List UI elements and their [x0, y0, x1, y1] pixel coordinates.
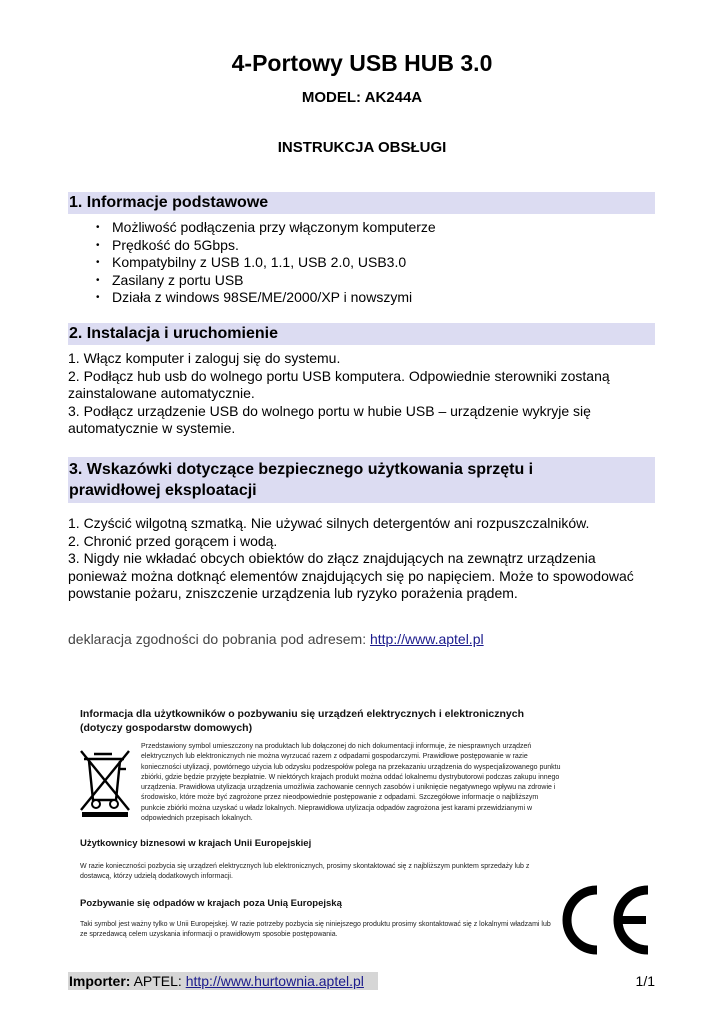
list-item	[92, 219, 436, 237]
list-item	[92, 272, 436, 290]
bullet-icon: •	[96, 257, 100, 269]
list-item-text: Możliwość podłączenia przy włączonym komputerze	[112, 219, 436, 235]
list-item-text: Kompatybilny z USB 1.0, 1.1, USB 2.0, USB3.0	[112, 254, 407, 271]
declaration-text: deklaracja zgodności do pobrania pod adresem:	[68, 631, 370, 647]
non-eu-text: Taki symbol jest ważny tylko w Unii Europejskej. W razie potrzeby pozbycia się niniejszego produktu prosimy skontaktować się z lokalnymi władzami lub ze sprzedawcą celem uzyskania informacji o prawidłowym sposobie postępowania.	[80, 921, 551, 939]
importer-link[interactable]: http://www.hurtownia.aptel.pl	[185, 973, 364, 989]
non-eu-heading: Pozbywanie się odpadów w krajach poza Unią Europejską	[80, 898, 342, 909]
safety-instructions	[68, 515, 648, 603]
section-1-heading	[68, 192, 655, 214]
page-number: 1/1	[635, 973, 655, 989]
eu-business-heading: Użytkownicy biznesowi w krajach Unii Europejskiej	[80, 838, 312, 849]
section-3-heading-line-2: prawidłowej eksploatacji	[69, 482, 257, 499]
feature-list	[92, 219, 436, 307]
section-1-heading-text: 1. Informacje podstawowe	[69, 194, 269, 211]
list-item-text: Zasilany z portu USB	[112, 271, 244, 288]
crossed-out-wheelie-bin-icon	[78, 748, 132, 823]
section-2-heading	[68, 323, 655, 345]
document-title: 4-Portowy USB HUB 3.0	[231, 50, 493, 76]
list-item	[92, 289, 436, 307]
importer-name: APTEL:	[130, 973, 186, 989]
manual-heading: INSTRUKCJA OBSŁUGI	[277, 139, 447, 156]
eu-business-text: W razie konieczności pozbycia się urządzeń elektrycznych lub elektronicznych, prosimy skontaktować się z najbliższym punktem sprzedaży lub z dostawcą, którzy udzielą dodatkowych informacji.	[80, 863, 530, 881]
bullet-icon: •	[96, 292, 100, 304]
section-2-heading-text: 2. Instalacja i uruchomienie	[69, 325, 278, 342]
list-item-text: Prędkość do 5Gbps.	[112, 236, 239, 253]
declaration-link[interactable]: http://www.aptel.pl	[369, 631, 484, 647]
weee-title: Informacja dla użytkowników o pozbywaniu się urządzeń elektrycznych i elektronicznych (dotyczy gospodarstw domowych)	[80, 708, 525, 734]
safety-instruction: 2. Chronić przed gorącem i wodą.	[68, 532, 278, 549]
safety-instruction: 3. Nigdy nie wkładać obcych obiektów do złącz znajdujących na zewnątrz urządzenia ponieważ można dotknąć elementów znajdujących się po napięciem. Może to spowodować powstanie pożaru, zniszczenie urządzenia lub ryzyko porażenia prądem.	[68, 550, 634, 602]
list-item-text: Działa z windows 98SE/ME/2000/XP i nowszymi	[112, 289, 413, 306]
installation-step: 3. Podłącz urządzenie USB do wolnego portu w hubie USB – urządzenie wykryje się automatycznie w systemie.	[68, 402, 591, 436]
section-3-heading	[68, 457, 655, 503]
bullet-icon: •	[96, 222, 100, 233]
footer	[68, 972, 655, 990]
ce-mark-icon	[555, 882, 657, 963]
importer-label: Importer:	[69, 973, 131, 989]
list-item	[92, 237, 436, 255]
importer-line	[69, 972, 364, 990]
model-number: MODEL: AK244A	[301, 89, 423, 106]
section-3-heading-line-1: 3. Wskazówki dotyczące bezpiecznego użytkowania sprzętu i	[69, 461, 534, 478]
list-item	[92, 254, 436, 272]
installation-steps	[68, 350, 648, 438]
bullet-icon: •	[96, 239, 100, 251]
weee-text: Przedstawiony symbol umieszczony na produktach lub dołączonej do nich dokumentacji informuje, że niesprawnych urządzeń elektrycznych lub elektronicznych nie można wyrzucać razem z odpadami gospodarczymi. Prawidłowe postępowanie w razie konieczności utylizacji, powtórnego użycia lub odzysku podzespołów polega na przekazaniu urządzenia do wyspecjalizowanego punktu zbiórki, gdzie będzie przyjęte bezpłatnie. W niektórych krajach produkt można oddać lokalnemu dystrybutorowi podczas zakupu innego urządzenia. Prawidłowa utylizacja urządzenia umożliwia zachowanie cennych zasobów i uniknięcie negatywnego wpływu na zdrowie i środowisko, które może być zagrożone przez nieodpowiednie postępowanie z odpadami. Szczegółowe informacje o najbliższym punkcie zbiórki można uzyskać u władz lokalnych. Nieprawidłowa utylizacja odpadów zagrożona jest karami przewidzianymi w odpowiednich przepisach lokalnych.	[141, 743, 561, 823]
bullet-icon: •	[96, 274, 100, 286]
installation-step: 2. Podłącz hub usb do wolnego portu USB komputera. Odpowiednie sterowniki zostaną zainstalowane automatycznie.	[68, 367, 610, 401]
safety-instruction: 1. Czyścić wilgotną szmatką. Nie używać silnych detergentów ani rozpuszczalników.	[68, 515, 590, 531]
declaration-line	[68, 631, 484, 647]
installation-step: 1. Włącz komputer i zaloguj się do systemu.	[68, 350, 341, 366]
